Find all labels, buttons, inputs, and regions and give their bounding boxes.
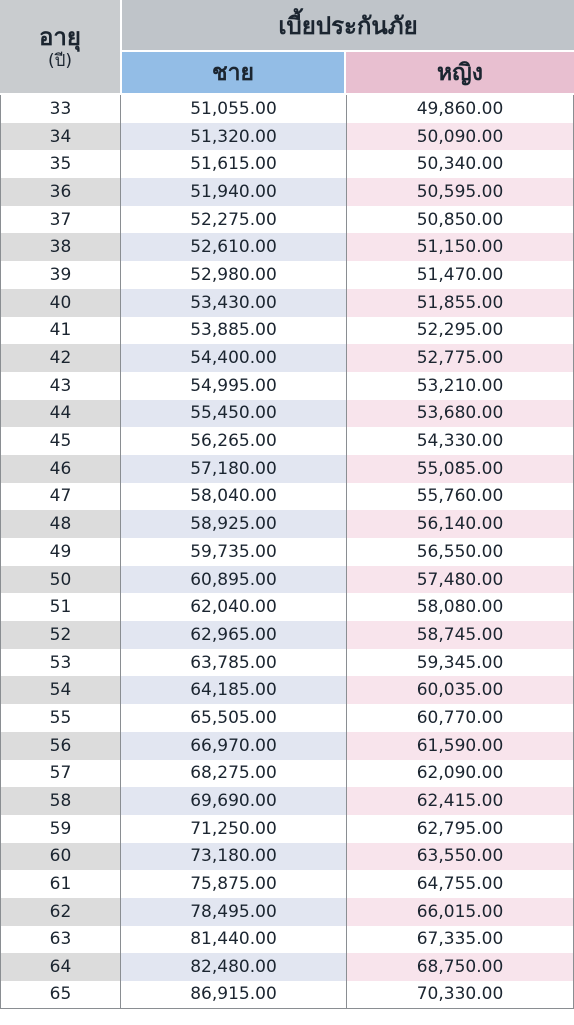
age-cell: 34 [0, 123, 120, 151]
age-cell: 62 [0, 898, 120, 926]
male-premium-cell: 52,980.00 [120, 261, 346, 289]
female-premium-cell: 52,295.00 [346, 317, 574, 345]
female-premium-cell: 51,855.00 [346, 289, 574, 317]
age-cell: 43 [0, 372, 120, 400]
age-cell: 54 [0, 676, 120, 704]
age-cell: 44 [0, 400, 120, 428]
table-row [0, 372, 574, 400]
table-row [0, 150, 574, 178]
age-cell: 35 [0, 150, 120, 178]
female-premium-cell: 56,140.00 [346, 510, 574, 538]
table-row [0, 621, 574, 649]
table-row [0, 510, 574, 538]
male-premium-cell: 62,965.00 [120, 621, 346, 649]
female-premium-cell: 60,770.00 [346, 704, 574, 732]
female-premium-cell: 53,210.00 [346, 372, 574, 400]
table-row [0, 649, 574, 677]
male-premium-cell: 86,915.00 [120, 981, 346, 1009]
female-premium-cell: 50,090.00 [346, 123, 574, 151]
table-row [0, 400, 574, 428]
age-cell: 63 [0, 926, 120, 954]
table-row [0, 815, 574, 843]
table-row [0, 123, 574, 151]
male-premium-cell: 52,275.00 [120, 206, 346, 234]
female-premium-cell: 55,760.00 [346, 483, 574, 511]
male-premium-cell: 78,495.00 [120, 898, 346, 926]
table-row [0, 455, 574, 483]
female-premium-cell: 58,745.00 [346, 621, 574, 649]
table-row [0, 289, 574, 317]
male-premium-cell: 57,180.00 [120, 455, 346, 483]
male-premium-cell: 66,970.00 [120, 732, 346, 760]
female-premium-cell: 62,090.00 [346, 760, 574, 788]
female-premium-cell: 51,470.00 [346, 261, 574, 289]
table-row [0, 760, 574, 788]
male-premium-cell: 51,055.00 [120, 95, 346, 123]
male-premium-cell: 53,885.00 [120, 317, 346, 345]
age-cell: 65 [0, 981, 120, 1009]
female-premium-cell: 54,330.00 [346, 427, 574, 455]
female-premium-cell: 59,345.00 [346, 649, 574, 677]
table-row [0, 483, 574, 511]
male-premium-cell: 51,940.00 [120, 178, 346, 206]
table-row [0, 344, 574, 372]
age-cell: 40 [0, 289, 120, 317]
table-row [0, 704, 574, 732]
male-premium-cell: 55,450.00 [120, 400, 346, 428]
age-cell: 59 [0, 815, 120, 843]
female-premium-cell: 61,590.00 [346, 732, 574, 760]
male-premium-cell: 69,690.00 [120, 787, 346, 815]
table-row [0, 953, 574, 981]
age-header-unit: (ปี) [47, 50, 73, 71]
female-column-header: หญิง [346, 52, 574, 93]
male-premium-cell: 58,925.00 [120, 510, 346, 538]
female-premium-cell: 68,750.00 [346, 953, 574, 981]
age-cell: 58 [0, 787, 120, 815]
table-row [0, 843, 574, 871]
female-premium-cell: 52,775.00 [346, 344, 574, 372]
age-cell: 64 [0, 953, 120, 981]
female-premium-cell: 50,340.00 [346, 150, 574, 178]
table-row [0, 427, 574, 455]
table-row [0, 178, 574, 206]
female-premium-cell: 50,850.00 [346, 206, 574, 234]
age-cell: 38 [0, 233, 120, 261]
male-premium-cell: 59,735.00 [120, 538, 346, 566]
male-premium-cell: 54,995.00 [120, 372, 346, 400]
male-premium-cell: 71,250.00 [120, 815, 346, 843]
female-premium-cell: 50,595.00 [346, 178, 574, 206]
table-row [0, 206, 574, 234]
age-cell: 50 [0, 566, 120, 594]
female-premium-cell: 51,150.00 [346, 233, 574, 261]
age-cell: 55 [0, 704, 120, 732]
age-cell: 47 [0, 483, 120, 511]
female-premium-cell: 62,795.00 [346, 815, 574, 843]
age-header-title: อายุ [39, 22, 81, 51]
male-premium-cell: 58,040.00 [120, 483, 346, 511]
age-column-header [0, 0, 120, 93]
male-premium-cell: 82,480.00 [120, 953, 346, 981]
age-cell: 49 [0, 538, 120, 566]
table-row [0, 317, 574, 345]
female-premium-cell: 55,085.00 [346, 455, 574, 483]
female-premium-cell: 62,415.00 [346, 787, 574, 815]
male-premium-cell: 62,040.00 [120, 593, 346, 621]
table-row [0, 732, 574, 760]
table-row [0, 926, 574, 954]
male-premium-cell: 52,610.00 [120, 233, 346, 261]
female-premium-cell: 58,080.00 [346, 593, 574, 621]
table-row [0, 981, 574, 1009]
female-premium-cell: 63,550.00 [346, 843, 574, 871]
male-premium-cell: 81,440.00 [120, 926, 346, 954]
male-premium-cell: 63,785.00 [120, 649, 346, 677]
male-premium-cell: 56,265.00 [120, 427, 346, 455]
age-cell: 60 [0, 843, 120, 871]
table-row [0, 787, 574, 815]
male-premium-cell: 54,400.00 [120, 344, 346, 372]
age-cell: 45 [0, 427, 120, 455]
table-body [0, 95, 574, 1009]
female-premium-cell: 60,035.00 [346, 676, 574, 704]
table-row [0, 898, 574, 926]
age-cell: 39 [0, 261, 120, 289]
table-row [0, 566, 574, 594]
male-premium-cell: 51,615.00 [120, 150, 346, 178]
female-premium-cell: 49,860.00 [346, 95, 574, 123]
age-cell: 56 [0, 732, 120, 760]
table-row [0, 870, 574, 898]
age-cell: 33 [0, 95, 120, 123]
age-cell: 57 [0, 760, 120, 788]
premium-header: เบี้ยประกันภัย [122, 0, 574, 50]
female-premium-cell: 67,335.00 [346, 926, 574, 954]
table-row [0, 233, 574, 261]
female-premium-cell: 56,550.00 [346, 538, 574, 566]
male-premium-cell: 65,505.00 [120, 704, 346, 732]
male-premium-cell: 68,275.00 [120, 760, 346, 788]
age-cell: 61 [0, 870, 120, 898]
female-premium-cell: 66,015.00 [346, 898, 574, 926]
table-row [0, 538, 574, 566]
age-cell: 37 [0, 206, 120, 234]
male-premium-cell: 53,430.00 [120, 289, 346, 317]
female-premium-cell: 64,755.00 [346, 870, 574, 898]
male-premium-cell: 73,180.00 [120, 843, 346, 871]
table-row [0, 593, 574, 621]
age-cell: 52 [0, 621, 120, 649]
age-cell: 53 [0, 649, 120, 677]
age-cell: 36 [0, 178, 120, 206]
table-row [0, 676, 574, 704]
age-cell: 46 [0, 455, 120, 483]
age-cell: 41 [0, 317, 120, 345]
age-cell: 51 [0, 593, 120, 621]
male-column-header: ชาย [122, 52, 344, 93]
table-row [0, 261, 574, 289]
table-row [0, 95, 574, 123]
female-premium-cell: 57,480.00 [346, 566, 574, 594]
female-premium-cell: 70,330.00 [346, 981, 574, 1009]
age-cell: 42 [0, 344, 120, 372]
male-premium-cell: 64,185.00 [120, 676, 346, 704]
male-premium-cell: 75,875.00 [120, 870, 346, 898]
female-premium-cell: 53,680.00 [346, 400, 574, 428]
male-premium-cell: 51,320.00 [120, 123, 346, 151]
age-cell: 48 [0, 510, 120, 538]
male-premium-cell: 60,895.00 [120, 566, 346, 594]
